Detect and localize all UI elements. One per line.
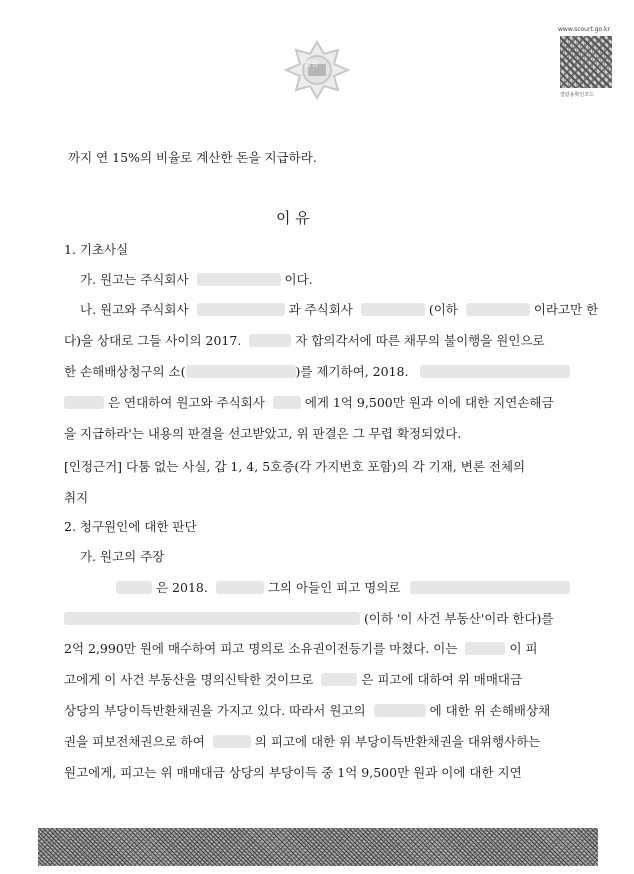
court-emblem-icon bbox=[282, 38, 352, 100]
text-line: [인정근거] 다툼 없는 사실, 갑 1, 4, 5호증(각 가지번호 포함)의 각 기재, 변론 전체의 bbox=[64, 459, 526, 474]
text-fragment: )를 제기하여, 2018. bbox=[295, 364, 409, 379]
text-fragment: 상당의 부당이득반환채권을 가지고 있다. 따라서 원고의 bbox=[64, 703, 366, 718]
subheading-plaintiff-claim: 가. 원고의 주장 bbox=[80, 549, 165, 564]
redaction bbox=[186, 365, 296, 378]
redaction bbox=[197, 273, 281, 286]
text-line bbox=[64, 333, 545, 349]
text-line: 을 지급하라'는 내용의 판결을 선고받았고, 위 판결은 그 무렵 확정되었다. bbox=[64, 426, 462, 441]
text-fragment: 나. 원고와 주식회사 bbox=[80, 302, 189, 317]
text-fragment: 이 피 bbox=[509, 641, 538, 656]
text-fragment: 의 피고에 대한 위 부당이득반환채권을 대위행사하는 bbox=[254, 734, 541, 749]
redaction bbox=[116, 581, 152, 594]
text-line bbox=[64, 364, 570, 380]
court-url: www.scourt.go.kr bbox=[558, 26, 610, 33]
redaction bbox=[197, 303, 285, 316]
text-fragment: 과 주식회사 bbox=[288, 302, 353, 317]
text-line bbox=[64, 395, 554, 411]
text-fragment: 고에게 이 사건 부동산을 명의신탁한 것이므로 bbox=[64, 672, 314, 687]
redaction bbox=[249, 334, 291, 347]
redaction bbox=[361, 303, 425, 316]
text-fragment: 2억 2,990만 원에 매수하여 피고 명의로 소유권이전등기를 마쳤다. 이는 bbox=[64, 641, 458, 656]
redaction bbox=[64, 396, 104, 409]
redaction bbox=[410, 581, 570, 594]
text-fragment: 이라고만 한 bbox=[533, 302, 599, 317]
qr-code bbox=[560, 36, 612, 88]
text-fragment: 이다. bbox=[284, 272, 313, 287]
text-line bbox=[64, 734, 540, 750]
qr-caption: 열람용확인코드 bbox=[560, 92, 594, 98]
heading-facts: 1. 기초사실 bbox=[64, 242, 129, 257]
text-fragment: (이하 bbox=[428, 302, 458, 317]
redaction bbox=[465, 642, 505, 655]
redaction bbox=[374, 704, 426, 717]
text-fragment: 에게 1억 9,500만 원과 이에 대한 지연손해금 bbox=[304, 395, 554, 410]
redaction bbox=[216, 581, 264, 594]
text-fragment: 권을 피보전채권으로 하여 bbox=[64, 734, 205, 749]
text-fragment: 가. 원고는 주식회사 bbox=[80, 272, 189, 287]
redaction bbox=[321, 673, 357, 686]
text-line bbox=[64, 672, 522, 688]
text-fragment: (이하 '이 사건 부동산'이라 한다)를 bbox=[364, 611, 554, 626]
text-line bbox=[116, 580, 570, 596]
redaction bbox=[466, 303, 530, 316]
text-fragment: 은 피고에 대하여 위 매매대금 bbox=[361, 672, 523, 687]
text-line bbox=[80, 302, 598, 318]
text-line: 까지 연 15%의 비율로 계산한 돈을 지급하라. bbox=[68, 150, 317, 165]
section-title: 이 유 bbox=[276, 209, 310, 227]
text-fragment: 에 대한 위 손해배상채 bbox=[429, 703, 551, 718]
text-line bbox=[80, 272, 313, 288]
text-line bbox=[64, 703, 550, 719]
redaction bbox=[64, 612, 360, 625]
text-line bbox=[64, 641, 538, 657]
footer-security-pattern bbox=[38, 828, 598, 866]
redaction bbox=[213, 735, 251, 748]
text-fragment: 자 합의각서에 따른 채무의 불이행을 원인으로 bbox=[295, 333, 545, 348]
emblem-label: 법원 bbox=[303, 59, 319, 68]
text-fragment: 한 손해배상청구의 소( bbox=[64, 364, 186, 379]
redaction bbox=[420, 365, 570, 378]
text-line: 취지 bbox=[64, 490, 89, 505]
redaction bbox=[273, 396, 301, 409]
text-fragment: 은 연대하여 원고와 주식회사 bbox=[108, 395, 265, 410]
text-line bbox=[64, 611, 554, 627]
text-fragment: 다)을 상대로 그들 사이의 2017. bbox=[64, 333, 242, 348]
heading-claim: 2. 청구원인에 대한 판단 bbox=[64, 519, 197, 534]
text-fragment: 은 2018. bbox=[156, 580, 208, 595]
text-fragment: 그의 아들인 피고 명의로 bbox=[267, 580, 401, 595]
text-line: 원고에게, 피고는 위 매매대금 상당의 부당이득 중 1억 9,500만 원과 이에 대한 지연 bbox=[64, 765, 522, 780]
